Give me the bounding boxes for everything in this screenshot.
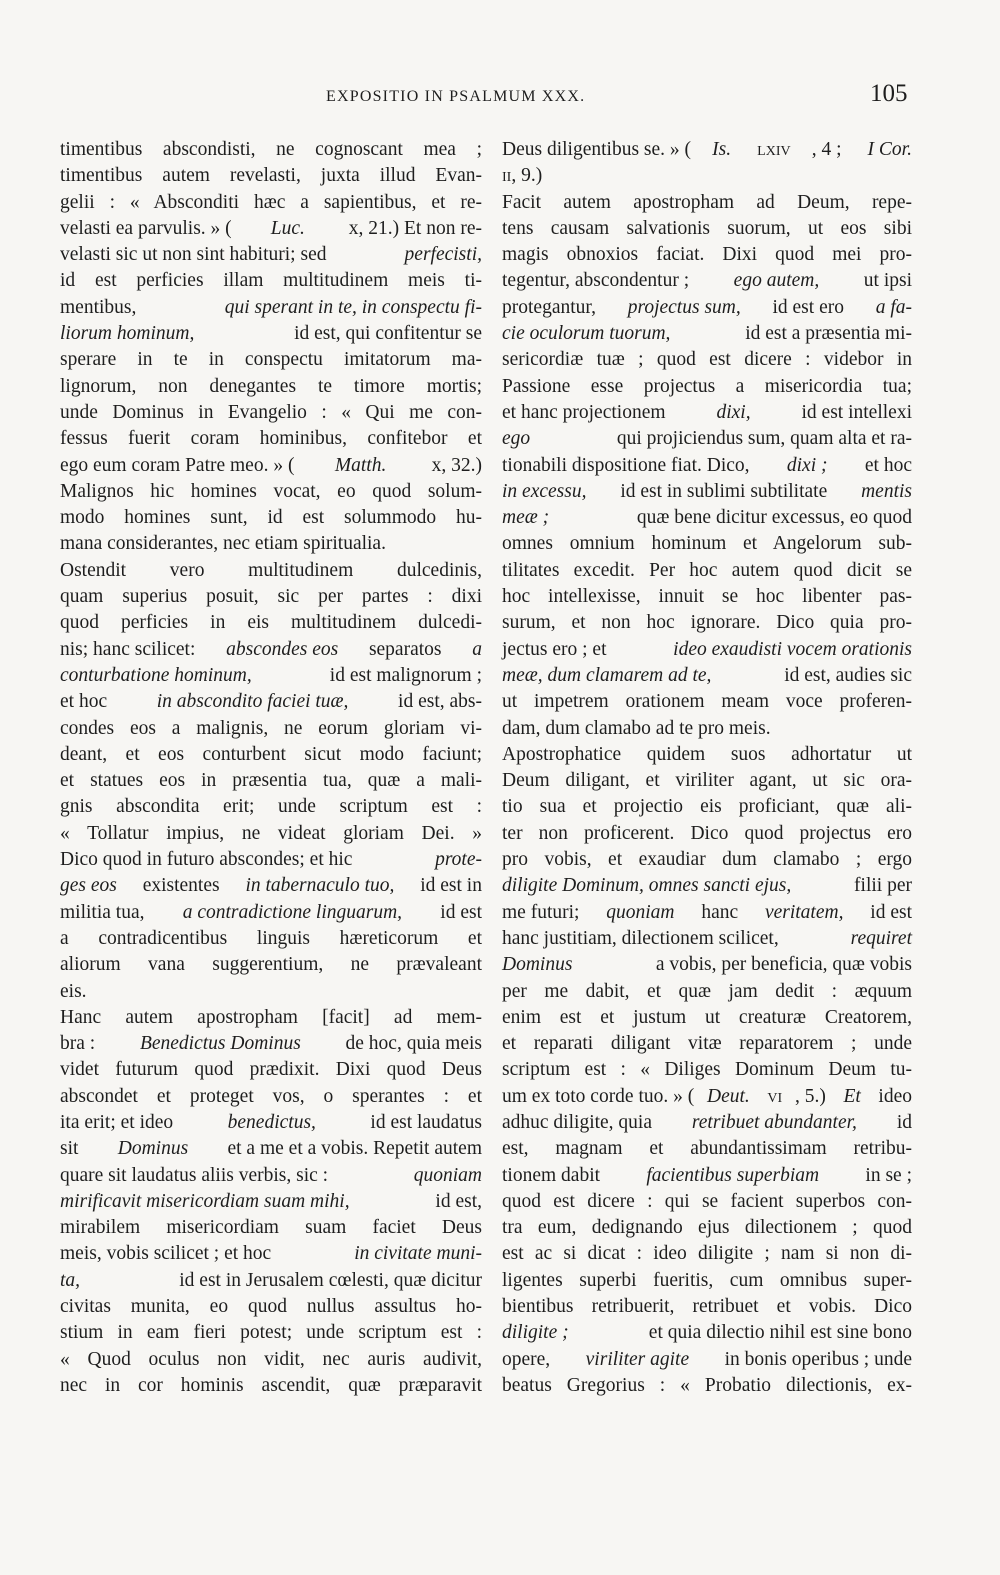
text-line bbox=[60, 1005, 482, 1031]
text-line bbox=[502, 663, 912, 689]
text-line bbox=[60, 821, 482, 847]
line-text: aliorum vana suggerentium, ne prævaleant bbox=[60, 954, 482, 976]
line-text: tilitates excedit. Per hoc autem quod dicit se bbox=[502, 559, 912, 581]
line-text: quod perficies in eis multitudinem dulcedi- bbox=[60, 612, 482, 634]
small-caps-text: lxiv bbox=[752, 139, 791, 160]
text-line bbox=[502, 584, 912, 610]
text-line bbox=[60, 505, 482, 531]
italic-text: meæ, dum clamarem ad te, bbox=[502, 664, 712, 686]
line-text: um ex toto corde tuo. » ( bbox=[502, 1085, 695, 1107]
text-line bbox=[502, 400, 912, 426]
italic-text: diligite ; bbox=[502, 1322, 569, 1344]
line-text: mentibus, bbox=[60, 296, 142, 318]
text-line bbox=[502, 716, 912, 742]
line-text: deant, et eos conturbent sicut modo faciunt; bbox=[60, 743, 482, 765]
line-text: id est bbox=[435, 901, 482, 923]
italic-text: dixi ; bbox=[786, 454, 828, 476]
line-text: stium in eam fieri potest; unde scriptum est : bbox=[60, 1322, 482, 1344]
line-text: est ac si dicat : ideo diligite ; nam si non di- bbox=[502, 1243, 912, 1265]
italic-text: Luc. bbox=[270, 217, 305, 239]
line-text: tionem dabit bbox=[502, 1164, 605, 1186]
line-text: , 5.) bbox=[794, 1085, 831, 1107]
text-line bbox=[60, 1241, 482, 1267]
text-line bbox=[60, 610, 482, 636]
text-line bbox=[502, 1057, 912, 1083]
line-text: a vobis, per beneficia, quæ vobis bbox=[650, 954, 912, 976]
line-text: scriptum est : « Diliges Dominum Deum tu- bbox=[502, 1059, 912, 1081]
line-text: velasti ea parvulis. » ( bbox=[60, 217, 232, 239]
line-text: quare sit laudatus aliis verbis, sic : bbox=[60, 1164, 333, 1186]
text-line bbox=[502, 1084, 912, 1110]
line-text: filii per bbox=[849, 875, 912, 897]
italic-text: Et bbox=[843, 1085, 861, 1107]
line-text: sperare in te in conspectu imitatorum ma- bbox=[60, 349, 482, 371]
text-line bbox=[502, 1136, 912, 1162]
line-text: hoc intellexisse, innuit se hoc libenter pas- bbox=[502, 586, 912, 608]
text-line bbox=[60, 742, 482, 768]
small-caps-text: vi bbox=[762, 1085, 783, 1107]
line-text: sericordiæ tuæ ; quod est dicere : videbor in bbox=[502, 349, 912, 371]
line-text: opere, bbox=[502, 1348, 556, 1370]
line-text: dam, dum clamabo ad te pro meis. bbox=[502, 717, 771, 739]
line-text: per me dabit, et quæ jam dedit : æquum bbox=[502, 980, 912, 1002]
text-line bbox=[502, 347, 912, 373]
italic-text: Benedictus Dominus bbox=[139, 1033, 301, 1055]
text-line bbox=[502, 794, 912, 820]
text-line bbox=[502, 558, 912, 584]
right-text-column bbox=[502, 137, 912, 1399]
italic-text: a bbox=[472, 638, 482, 660]
text-line bbox=[502, 900, 912, 926]
italic-text: perfecisti, bbox=[404, 244, 482, 266]
text-line bbox=[60, 163, 482, 189]
line-text: et a me et a vobis. Repetit autem bbox=[222, 1138, 482, 1160]
line-text: , 4 ; bbox=[811, 139, 847, 160]
text-line bbox=[502, 374, 912, 400]
line-text: nis; hanc scilicet: bbox=[60, 638, 201, 660]
text-line bbox=[60, 321, 482, 347]
italic-text: a contradictione linguarum, bbox=[182, 901, 403, 923]
italic-text: quoniam bbox=[606, 901, 675, 923]
text-line bbox=[502, 1189, 912, 1215]
line-text: tra eum, dedignando ejus dilectionem ; quod bbox=[502, 1217, 912, 1239]
line-text: Passione esse projectus a misericordia tua; bbox=[502, 375, 912, 397]
line-text: et hoc bbox=[60, 691, 112, 713]
line-text: id est malignorum ; bbox=[324, 664, 482, 686]
line-text: x, 32.) bbox=[426, 454, 482, 476]
line-text: hanc justitiam, dilectionem scilicet, bbox=[502, 927, 784, 949]
italic-text: qui sperant in te, in conspectu fi- bbox=[224, 296, 482, 318]
line-text: lignorum, non denegantes te timore mortis; bbox=[60, 375, 482, 397]
italic-text: cie oculorum tuorum, bbox=[502, 323, 671, 345]
italic-text: veritatem, bbox=[764, 901, 844, 923]
italic-text: Dominus bbox=[502, 954, 573, 976]
text-line bbox=[502, 873, 912, 899]
text-line bbox=[60, 637, 482, 663]
text-line bbox=[60, 1373, 482, 1399]
text-line bbox=[502, 1110, 912, 1136]
text-line bbox=[502, 742, 912, 768]
line-text: modo homines sunt, id est solummodo hu- bbox=[60, 507, 482, 529]
italic-text: dixi, bbox=[716, 401, 751, 423]
line-text: Facit autem apostropham ad Deum, repe- bbox=[502, 191, 912, 213]
text-line bbox=[502, 1005, 912, 1031]
italic-text: Is. bbox=[712, 139, 732, 160]
line-text: , 9.) bbox=[511, 165, 543, 187]
italic-text: retribuet abundanter, bbox=[691, 1111, 857, 1133]
italic-text: ego autem, bbox=[733, 270, 820, 292]
italic-text: mentis bbox=[861, 480, 912, 502]
line-text: nec in cor hominis ascendit, quæ præparavit bbox=[60, 1374, 482, 1396]
text-line bbox=[502, 1215, 912, 1241]
line-text: tionabili dispositione fiat. Dico, bbox=[502, 454, 755, 476]
text-line bbox=[60, 663, 482, 689]
text-line bbox=[60, 847, 482, 873]
line-text: id est, audies sic bbox=[779, 664, 912, 686]
text-line bbox=[60, 453, 482, 479]
line-text: videt futurum quod prædixit. Dixi quod Deus bbox=[60, 1059, 482, 1081]
text-line bbox=[502, 1031, 912, 1057]
text-line bbox=[60, 768, 482, 794]
page-number: 105 bbox=[870, 80, 908, 107]
text-line bbox=[502, 531, 912, 557]
line-text: mana considerantes, nec etiam spiritualia. bbox=[60, 533, 386, 555]
line-text: tegentur, abscondentur ; bbox=[502, 270, 694, 292]
line-text: meis, vobis scilicet ; et hoc bbox=[60, 1243, 277, 1265]
line-text: id est, bbox=[430, 1190, 482, 1212]
line-text: pro vobis, et exaudiar dum clamabo ; ergo bbox=[502, 849, 912, 871]
text-line bbox=[502, 163, 912, 189]
italic-text: in excessu, bbox=[502, 480, 587, 502]
text-line bbox=[502, 847, 912, 873]
text-line bbox=[502, 295, 912, 321]
text-line bbox=[60, 190, 482, 216]
text-line bbox=[60, 952, 482, 978]
text-line bbox=[60, 716, 482, 742]
line-text: Malignos hic homines vocat, eo quod solum- bbox=[60, 480, 482, 502]
text-line bbox=[60, 400, 482, 426]
line-text: id est in sublimi subtilitate bbox=[615, 480, 833, 502]
italic-text: requiret bbox=[850, 927, 912, 949]
text-line bbox=[502, 689, 912, 715]
italic-text: facientibus superbiam bbox=[646, 1164, 820, 1186]
line-text: id est intellexi bbox=[796, 401, 912, 423]
text-line bbox=[502, 610, 912, 636]
line-text: velasti sic ut non sint habituri; sed bbox=[60, 244, 332, 266]
text-line bbox=[60, 268, 482, 294]
text-line bbox=[60, 242, 482, 268]
text-line bbox=[60, 1136, 482, 1162]
line-text: Deum diligant, et viriliter agant, ut sic ora- bbox=[502, 770, 912, 792]
line-text: adhuc diligite, quia bbox=[502, 1111, 657, 1133]
text-line bbox=[502, 1347, 912, 1373]
line-text: de hoc, quia meis bbox=[340, 1033, 482, 1055]
line-text: quam superius posuit, sic per partes : dixi bbox=[60, 586, 482, 608]
text-line bbox=[502, 1373, 912, 1399]
text-line bbox=[60, 1084, 482, 1110]
line-text: « Tollatur impius, ne videat gloriam Dei. » bbox=[60, 822, 482, 844]
italic-text: ideo exaudisti vocem orationis bbox=[673, 638, 912, 660]
italic-text: ta, bbox=[60, 1269, 81, 1291]
line-text: id est ero bbox=[767, 296, 849, 318]
italic-text: in tabernaculo tuo, bbox=[245, 875, 395, 897]
italic-text: mirificavit misericordiam suam mihi, bbox=[60, 1190, 350, 1212]
line-text: id est bbox=[865, 901, 912, 923]
line-text: me futuri; bbox=[502, 901, 585, 923]
text-line bbox=[60, 689, 482, 715]
line-text: id est laudatus bbox=[365, 1111, 482, 1133]
text-line bbox=[502, 268, 912, 294]
italic-text: prote- bbox=[435, 849, 482, 871]
line-text: eis. bbox=[60, 980, 87, 1002]
italic-text: quoniam bbox=[413, 1164, 482, 1186]
italic-text: ges eos bbox=[60, 875, 117, 897]
line-text: ita erit; et ideo bbox=[60, 1111, 179, 1133]
line-text: bra : bbox=[60, 1033, 101, 1055]
left-text-column bbox=[60, 137, 482, 1399]
line-text: et reparati diligant vitæ reparatorem ; unde bbox=[502, 1033, 912, 1055]
text-line bbox=[60, 374, 482, 400]
text-line bbox=[60, 979, 482, 1005]
italic-text: ego bbox=[502, 428, 531, 450]
line-text: id est, qui confitentur se bbox=[289, 323, 482, 345]
text-line bbox=[60, 216, 482, 242]
text-line bbox=[502, 190, 912, 216]
text-line bbox=[502, 137, 912, 163]
line-text: sit bbox=[60, 1138, 84, 1160]
line-text: id est in bbox=[415, 875, 482, 897]
text-line bbox=[60, 426, 482, 452]
text-line bbox=[60, 900, 482, 926]
text-line bbox=[60, 531, 482, 557]
italic-text: Dominus bbox=[117, 1138, 189, 1160]
line-text: id est a præsentia mi- bbox=[740, 323, 912, 345]
line-text: bientibus retribuerit, retribuet et vobis. Dico bbox=[502, 1296, 912, 1318]
italic-text: meæ ; bbox=[502, 507, 550, 529]
line-text: x, 21.) Et non re- bbox=[343, 217, 482, 239]
line-text: qui projiciendus sum, quam alta et ra- bbox=[611, 428, 912, 450]
text-line bbox=[60, 794, 482, 820]
text-line bbox=[60, 1215, 482, 1241]
line-text: omnes omnium hominum et Angelorum sub- bbox=[502, 533, 912, 555]
line-text: in bonis operibus ; unde bbox=[719, 1348, 912, 1370]
italic-text: conturbatione hominum, bbox=[60, 664, 252, 686]
text-line bbox=[60, 1110, 482, 1136]
line-text: mirabilem misericordiam suam faciet Deus bbox=[60, 1217, 482, 1239]
line-text: separatos bbox=[364, 638, 447, 660]
text-line bbox=[502, 479, 912, 505]
line-text: condes eos a malignis, ne eorum gloriam vi- bbox=[60, 717, 482, 739]
text-line bbox=[60, 1320, 482, 1346]
line-text: et quia dilectio nihil est sine bono bbox=[643, 1322, 912, 1344]
line-text: protegantur, bbox=[502, 296, 601, 318]
line-text: id bbox=[891, 1111, 912, 1133]
text-line bbox=[502, 426, 912, 452]
running-title: EXPOSITIO IN PSALMUM XXX. bbox=[326, 88, 586, 105]
line-text: ter non proficerent. Dico quod projectus ero bbox=[502, 822, 912, 844]
line-text: surum, et non hoc ignorare. Dico quia pro- bbox=[502, 612, 912, 634]
text-line bbox=[502, 1163, 912, 1189]
text-line bbox=[60, 479, 482, 505]
text-line bbox=[502, 216, 912, 242]
text-line bbox=[502, 1268, 912, 1294]
text-line bbox=[502, 768, 912, 794]
italic-text: Deut. bbox=[707, 1085, 750, 1107]
italic-text: in abscondito faciei tuæ, bbox=[156, 691, 349, 713]
text-line bbox=[60, 1189, 482, 1215]
line-text: Deus diligentibus se. » ( bbox=[502, 139, 692, 160]
line-text: id est in Jerusalem cœlesti, quæ dicitur bbox=[174, 1269, 482, 1291]
line-text: fessus fuerit coram hominibus, confitebor et bbox=[60, 428, 482, 450]
text-line bbox=[60, 137, 482, 163]
text-line bbox=[60, 873, 482, 899]
line-text: ideo bbox=[873, 1085, 912, 1107]
line-text: tens causam salvationis suorum, ut eos sibi bbox=[502, 217, 912, 239]
text-line bbox=[60, 926, 482, 952]
line-text: civitas munita, eo quod nullus assultus ho- bbox=[60, 1296, 482, 1318]
line-text: jectus ero ; et bbox=[502, 638, 612, 660]
line-text: « Quod oculus non vidit, nec auris audivit, bbox=[60, 1348, 482, 1370]
line-text: ut ipsi bbox=[858, 270, 912, 292]
text-line bbox=[502, 1241, 912, 1267]
line-text: existentes bbox=[137, 875, 225, 897]
text-line bbox=[502, 505, 912, 531]
italic-text: I Cor. bbox=[867, 139, 912, 160]
line-text: a contradicentibus linguis hæreticorum et bbox=[60, 927, 482, 949]
text-line bbox=[60, 1057, 482, 1083]
line-text: Hanc autem apostropham [facit] ad mem- bbox=[60, 1006, 482, 1028]
line-text: enim est et justum ut creaturæ Creatorem, bbox=[502, 1006, 912, 1028]
line-text: quæ bene dicitur excessus, eo quod bbox=[632, 507, 912, 529]
line-text: ut impetrem orationem meam voce proferen- bbox=[502, 691, 912, 713]
italic-text: diligite Dominum, omnes sancti ejus, bbox=[502, 875, 792, 897]
text-line bbox=[60, 1163, 482, 1189]
text-line bbox=[60, 347, 482, 373]
italic-text: liorum hominum, bbox=[60, 323, 195, 345]
text-line bbox=[60, 295, 482, 321]
text-line bbox=[502, 952, 912, 978]
text-line bbox=[502, 242, 912, 268]
italic-text: a fa- bbox=[875, 296, 912, 318]
italic-text: viriliter agite bbox=[585, 1348, 690, 1370]
line-text: et hanc projectionem bbox=[502, 401, 671, 423]
line-text: timentibus abscondisti, ne cognoscant mea ; bbox=[60, 139, 482, 160]
line-text: id est perficies illam multitudinem meis ti- bbox=[60, 270, 482, 292]
line-text: quod est dicere : qui se facient superbos con- bbox=[502, 1190, 912, 1212]
text-line bbox=[502, 926, 912, 952]
line-text: id est, abs- bbox=[393, 691, 482, 713]
line-text: Apostrophatice quidem suos adhortatur ut bbox=[502, 743, 912, 765]
italic-text: Matth. bbox=[334, 454, 387, 476]
text-line bbox=[60, 1294, 482, 1320]
italic-text: in civitate muni- bbox=[354, 1243, 482, 1265]
line-text: in se ; bbox=[860, 1164, 912, 1186]
line-text: magis obnoxios faciat. Dixi quod mei pro- bbox=[502, 244, 912, 266]
italic-text: projectus sum, bbox=[627, 296, 741, 318]
small-caps-text: ii bbox=[502, 165, 512, 187]
text-line bbox=[502, 1294, 912, 1320]
text-line bbox=[60, 1031, 482, 1057]
text-line bbox=[502, 321, 912, 347]
line-text: Dico quod in futuro abscondes; et hic bbox=[60, 849, 358, 871]
line-text: gnis abscondita erit; unde scriptum est : bbox=[60, 796, 482, 818]
line-text: gelii : « Absconditi hæc a sapientibus, et re- bbox=[60, 191, 482, 213]
line-text: beatus Gregorius : « Probatio dilectionis, ex- bbox=[502, 1374, 912, 1396]
text-line bbox=[502, 1320, 912, 1346]
line-text: militia tua, bbox=[60, 901, 150, 923]
text-line bbox=[502, 637, 912, 663]
line-text: Ostendit vero multitudinem dulcedinis, bbox=[60, 559, 482, 581]
line-text: ligentes superbi fueritis, cum omnibus super- bbox=[502, 1269, 912, 1291]
line-text: timentibus autem revelasti, juxta illud Evan- bbox=[60, 165, 482, 187]
line-text: hanc bbox=[696, 901, 744, 923]
text-line bbox=[60, 584, 482, 610]
line-text: et hoc bbox=[860, 454, 912, 476]
text-line bbox=[60, 1268, 482, 1294]
text-line bbox=[60, 1347, 482, 1373]
line-text: unde Dominus in Evangelio : « Qui me con- bbox=[60, 401, 482, 423]
italic-text: benedictus, bbox=[227, 1111, 316, 1133]
italic-text: abscondes eos bbox=[226, 638, 339, 660]
text-line bbox=[502, 979, 912, 1005]
line-text: abscondet et proteget vos, o sperantes : et bbox=[60, 1085, 482, 1107]
line-text: tio sua et projectio eis proficiant, quæ ali- bbox=[502, 796, 912, 818]
line-text: ego eum coram Patre meo. » ( bbox=[60, 454, 295, 476]
text-line bbox=[502, 821, 912, 847]
line-text: et statues eos in præsentia tua, quæ a mali- bbox=[60, 770, 482, 792]
text-line bbox=[502, 453, 912, 479]
line-text: est, magnam et abundantissimam retribu- bbox=[502, 1138, 912, 1160]
text-line bbox=[60, 558, 482, 584]
